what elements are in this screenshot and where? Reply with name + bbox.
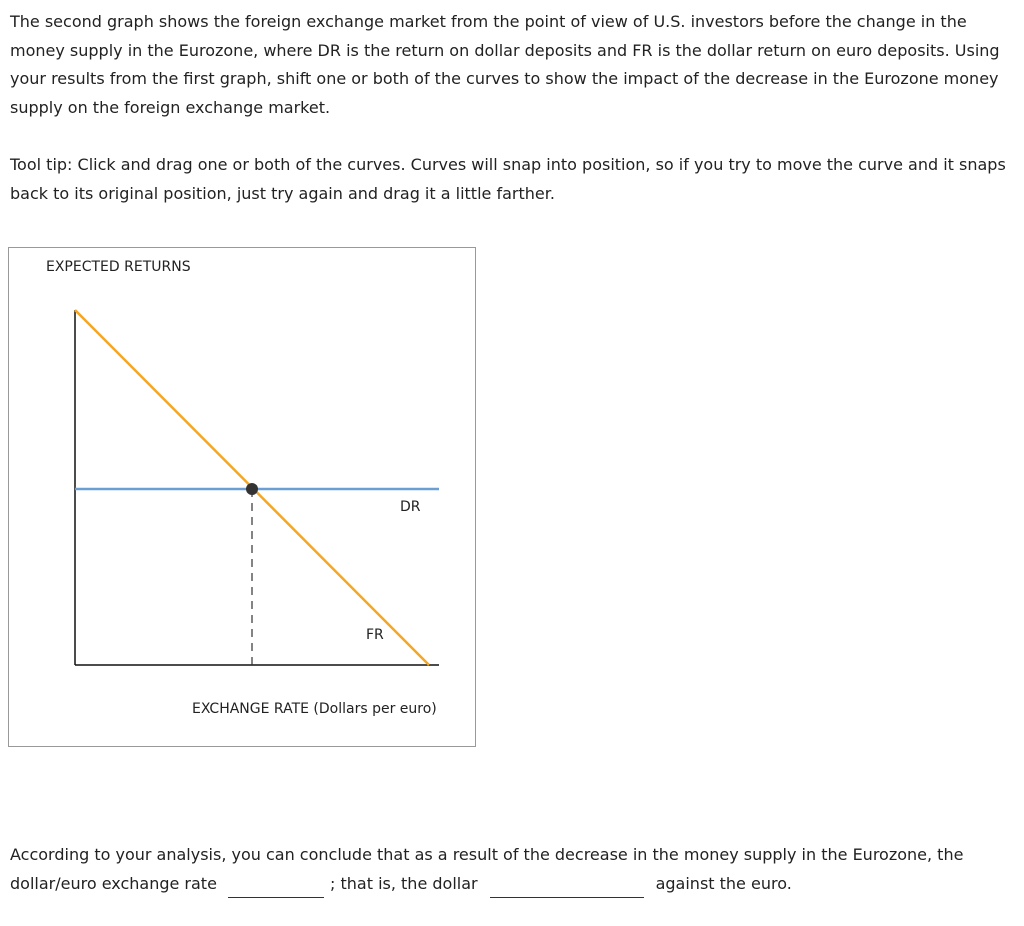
equilibrium-point [246, 483, 258, 495]
y-axis-label: EXPECTED RETURNS [46, 259, 191, 275]
dr-curve-label: DR [400, 499, 421, 515]
graph-panel [8, 247, 476, 747]
exchange-market-graph [9, 248, 477, 748]
x-axis-label: EXCHANGE RATE (Dollars per euro) [192, 701, 437, 717]
exchange-rate-dropdown[interactable] [228, 877, 324, 898]
conclusion-paragraph [10, 841, 1010, 898]
dollar-direction-dropdown[interactable] [490, 877, 644, 898]
fr-curve-label: FR [366, 627, 384, 643]
conclusion-text-3: against the euro. [655, 873, 792, 893]
conclusion-text-1: According to your analysis, you can conclude that as a result of the decrease in the money supply in the Eurozone, the dollar/euro exchange rate [10, 845, 964, 893]
intro-paragraph: The second graph shows the foreign exchange market from the point of view of U.S. investors before the change in the money supply in the Eurozone, where DR is the return on dollar deposits and FR is the dollar return on euro deposits. Using your results from the first graph, shift one or both of the curves to show the impact of the decrease in the Eurozone money supply on the foreign exchange market. [10, 12, 1000, 117]
conclusion-text-2: ; that is, the dollar [330, 873, 478, 893]
tooltip-paragraph: Tool tip: Click and drag one or both of the curves. Curves will snap into position, so if you try to move the curve and it snaps back to its original position, just try again and drag it a little farther. [10, 155, 1006, 203]
